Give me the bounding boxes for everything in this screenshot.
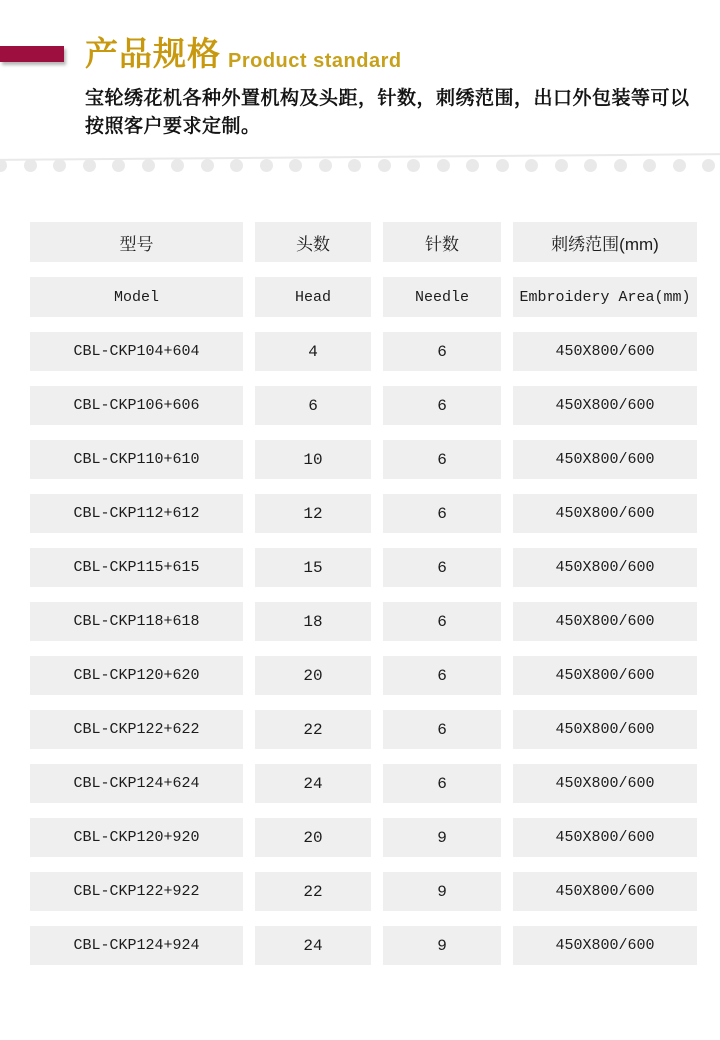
table-cell-r3-c3-label: 450X800/600 [555,505,655,522]
table-cell-r2-c2 [383,440,501,479]
column-header-en-3-label: Embroidery Area(mm) [519,288,691,306]
table-cell-r3-c3 [513,494,697,533]
column-header-cn-3-label: 刺绣范围(mm) [551,234,659,254]
table-cell-r9-c2-label: 9 [437,828,447,847]
table-cell-r2-c1 [255,440,371,479]
table-cell-r5-c1 [255,602,371,641]
table-cell-r0-c2 [383,332,501,371]
table-cell-r5-c3-label: 450X800/600 [555,613,655,630]
table-cell-r0-c0 [30,332,243,371]
column-header-en-0-label: Model [113,288,159,306]
column-header-cn-0 [30,222,243,262]
page-subtitle: Product standard [228,50,402,72]
table-cell-r9-c3-label: 450X800/600 [555,829,655,846]
table-cell-r8-c3 [513,764,697,803]
description-line-1: 宝轮绣花机各种外置机构及头距，针数，刺绣范围，出口外包装等可以 [85,88,690,109]
table-cell-r8-c1-label: 24 [303,774,323,793]
table-cell-r3-c0 [30,494,243,533]
table-cell-r11-c1 [255,926,371,965]
column-header-cn-0-label: 型号 [119,234,154,254]
table-cell-r4-c0-label: CBL-CKP115+615 [73,559,200,576]
table-cell-r0-c1-label: 4 [308,342,318,361]
column-header-en-0 [30,277,243,317]
divider-dot [0,159,7,172]
table-cell-r7-c0-label: CBL-CKP122+622 [73,721,200,738]
table-cell-r7-c3 [513,710,697,749]
table-cell-r9-c2 [383,818,501,857]
table-cell-r10-c1 [255,872,371,911]
table-cell-r3-c2 [383,494,501,533]
table-cell-r10-c0 [30,872,243,911]
divider-dot [466,159,479,172]
table-cell-r8-c3-label: 450X800/600 [555,775,655,792]
table-cell-r8-c2-label: 6 [437,774,447,793]
divider-dot [348,159,361,172]
table-cell-r4-c2 [383,548,501,587]
column-header-en-3 [513,277,697,317]
table-cell-r11-c1-label: 24 [303,936,323,955]
divider-dot [555,159,568,172]
table-cell-r6-c3 [513,656,697,695]
table-cell-r6-c1 [255,656,371,695]
table-cell-r11-c2-label: 9 [437,936,447,955]
table-cell-r8-c0-label: CBL-CKP124+624 [73,775,200,792]
table-cell-r3-c1-label: 12 [303,504,323,523]
divider-dot [53,159,66,172]
table-cell-r0-c3 [513,332,697,371]
table-cell-r2-c2-label: 6 [437,450,447,469]
table-cell-r6-c0 [30,656,243,695]
accent-bar [0,46,64,62]
divider-dot [171,159,184,172]
column-header-en-2 [383,277,501,317]
divider-dot [673,159,686,172]
column-header-en-1-label: Head [294,288,331,306]
table-cell-r6-c1-label: 20 [303,666,323,685]
table-cell-r11-c0-label: CBL-CKP124+924 [73,937,200,954]
table-cell-r9-c0-label: CBL-CKP120+920 [73,829,200,846]
table-cell-r3-c2-label: 6 [437,504,447,523]
divider-dot [319,159,332,172]
table-cell-r8-c1 [255,764,371,803]
table-cell-r2-c3 [513,440,697,479]
divider-dot [643,159,656,172]
divider-dot [525,159,538,172]
table-cell-r10-c2 [383,872,501,911]
table-cell-r3-c1 [255,494,371,533]
divider-dot [496,159,509,172]
table-cell-r0-c0-label: CBL-CKP104+604 [73,343,200,360]
table-cell-r10-c0-label: CBL-CKP122+922 [73,883,200,900]
divider-dots [0,159,720,172]
table-cell-r9-c0 [30,818,243,857]
table-cell-r7-c1 [255,710,371,749]
table-cell-r8-c2 [383,764,501,803]
table-cell-r1-c0-label: CBL-CKP106+606 [73,397,200,414]
table-cell-r1-c2 [383,386,501,425]
column-header-en-1 [255,277,371,317]
table-cell-r2-c3-label: 450X800/600 [555,451,655,468]
table-cell-r0-c3-label: 450X800/600 [555,343,655,360]
table-cell-r10-c1-label: 22 [303,882,323,901]
column-header-cn-1-label: 头数 [296,234,330,254]
table-cell-r5-c3 [513,602,697,641]
divider-dot [24,159,37,172]
table-cell-r0-c1 [255,332,371,371]
table-cell-r4-c2-label: 6 [437,558,447,577]
table-cell-r2-c1-label: 10 [303,450,323,469]
table-cell-r4-c3 [513,548,697,587]
table-cell-r6-c2 [383,656,501,695]
divider-dot [112,159,125,172]
table-cell-r4-c1-label: 15 [303,558,323,577]
table-cell-r2-c0 [30,440,243,479]
divider-dot [201,159,214,172]
table-cell-r1-c0 [30,386,243,425]
table-cell-r1-c3-label: 450X800/600 [555,397,655,414]
divider-dot [437,159,450,172]
table-cell-r1-c1-label: 6 [308,396,318,415]
divider-dot [378,159,391,172]
table-cell-r5-c1-label: 18 [303,612,323,631]
table-cell-r6-c2-label: 6 [437,666,447,685]
table-cell-r0-c2-label: 6 [437,342,447,361]
table-cell-r10-c2-label: 9 [437,882,447,901]
table-cell-r5-c2 [383,602,501,641]
table-cell-r5-c0-label: CBL-CKP118+618 [73,613,200,630]
table-cell-r2-c0-label: CBL-CKP110+610 [73,451,200,468]
divider-dot [584,159,597,172]
table-cell-r9-c1-label: 20 [303,828,323,847]
table-cell-r7-c3-label: 450X800/600 [555,721,655,738]
table-cell-r10-c3-label: 450X800/600 [555,883,655,900]
description-line-2: 按照客户要求定制。 [85,116,261,137]
table-cell-r6-c0-label: CBL-CKP120+620 [73,667,200,684]
table-cell-r1-c2-label: 6 [437,396,447,415]
page-title: 产品规格 [85,35,221,72]
divider-dot [289,159,302,172]
table-cell-r8-c0 [30,764,243,803]
table-cell-r9-c3 [513,818,697,857]
table-cell-r11-c0 [30,926,243,965]
column-header-en-2-label: Needle [414,288,469,306]
divider-dot [614,159,627,172]
divider-dot [142,159,155,172]
divider-dot [83,159,96,172]
column-header-cn-3 [513,222,697,262]
table-cell-r6-c3-label: 450X800/600 [555,667,655,684]
table-cell-r1-c1 [255,386,371,425]
divider-dot [230,159,243,172]
table-cell-r10-c3 [513,872,697,911]
dotted-divider [0,148,720,182]
column-header-cn-2 [383,222,501,262]
divider-dot [407,159,420,172]
table-cell-r4-c1 [255,548,371,587]
table-cell-r5-c0 [30,602,243,641]
table-cell-r5-c2-label: 6 [437,612,447,631]
table-cell-r9-c1 [255,818,371,857]
table-cell-r1-c3 [513,386,697,425]
table-cell-r11-c2 [383,926,501,965]
table-cell-r11-c3-label: 450X800/600 [555,937,655,954]
table-cell-r7-c2 [383,710,501,749]
table-cell-r7-c2-label: 6 [437,720,447,739]
table-cell-r7-c0 [30,710,243,749]
table-cell-r3-c0-label: CBL-CKP112+612 [73,505,200,522]
divider-dot [260,159,273,172]
column-header-cn-1 [255,222,371,262]
divider-dot [702,159,715,172]
table-cell-r7-c1-label: 22 [303,720,323,739]
spec-table [30,222,697,965]
table-cell-r4-c0 [30,548,243,587]
table-cell-r11-c3 [513,926,697,965]
table-cell-r4-c3-label: 450X800/600 [555,559,655,576]
column-header-cn-2-label: 针数 [425,234,459,254]
product-description [85,85,690,141]
